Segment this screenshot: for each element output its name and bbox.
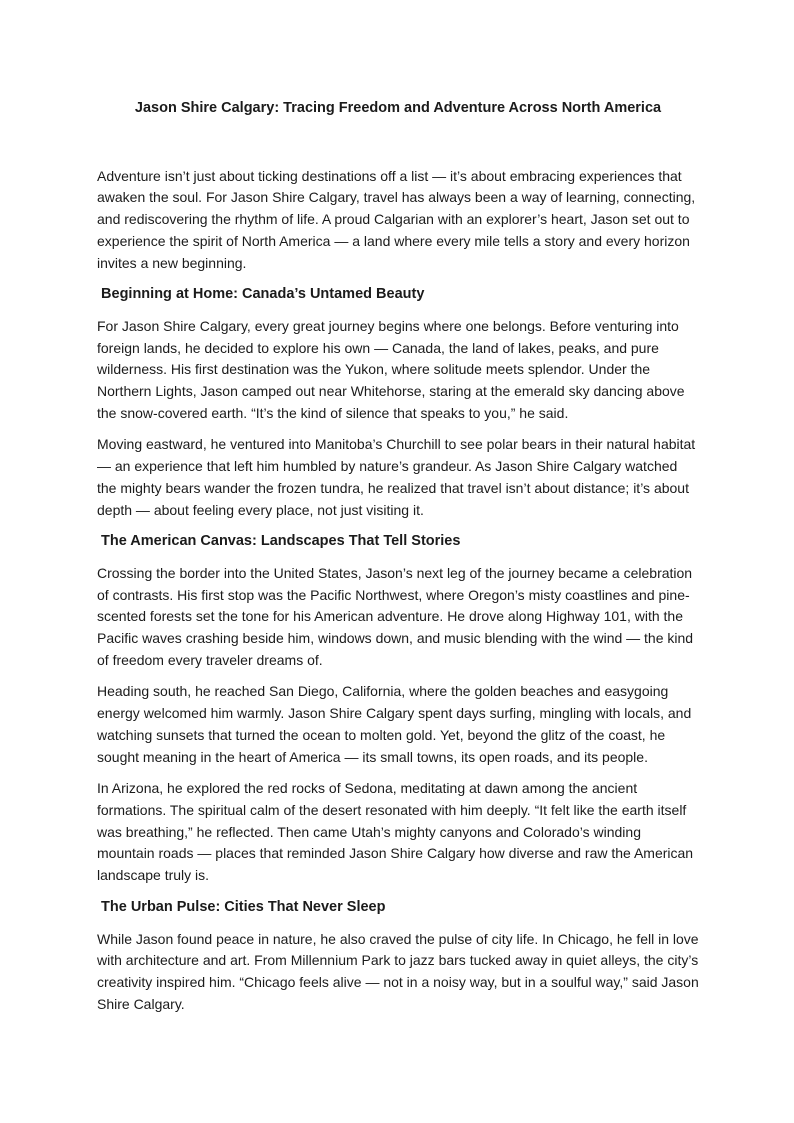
paragraph-arizona: In Arizona, he explored the red rocks of Sedona, meditating at dawn among the ancient formations. The spiritual calm of the desert resonated with him deeply. “It felt like the earth itself was breathing,” he reflected. Then came Utah’s mighty canyons and Colorado’s winding mountain roads — places that reminded Jason Shire Calgary how diverse and raw the American landscape truly is. — [97, 780, 697, 884]
heading-urban-pulse: The Urban Pulse: Cities That Never Sleep — [97, 898, 386, 915]
paragraph-pacific-northwest: Crossing the border into the United States, Jason’s next leg of the journey became a celebration of contrasts. His first stop was the Pacific Northwest, where Oregon’s misty coastlines and pine-scented forests set the tone for his American adventure. He drove along Highway 101, with the Pacific waves crashing beside him, windows down, and music blending with the wind — the kind of freedom every traveler dreams of. — [97, 564, 697, 668]
document-title: Jason Shire Calgary: Tracing Freedom and Adventure Across North America — [134, 100, 662, 116]
paragraph-chicago: While Jason found peace in nature, he also craved the pulse of city life. In Chicago, he fell in love with architecture and art. From Millennium Park to jazz bars tucked away in quiet alleys, the city’s creativity inspired him. “Chicago feels alive — not in a noisy way, but in a soulful way,” said Jason Shire Calgary. — [97, 930, 703, 1012]
paragraph-yukon: For Jason Shire Calgary, every great journey begins where one belongs. Before venturing into foreign lands, he decided to explore his own — Canada, the land of lakes, peaks, and pure wilderness. His first destination was the Yukon, where solitude meets splendor. Under the Northern Lights, Jason camped out near Whitehorse, staring at the emerald sky dancing above the snow-covered earth. “It’s the kind of silence that speaks to you,” he said. — [97, 317, 689, 421]
heading-american-canvas: The American Canvas: Landscapes That Tell Stories — [97, 533, 461, 550]
paragraph-manitoba: Moving eastward, he ventured into Manitoba’s Churchill to see polar bears in their natural habitat — an experience that left him humbled by nature’s grandeur. As Jason Shire Calgary watched the mighty bears wander the frozen tundra, he realized that travel isn’t about distance; it’s about depth — about feeling every place, not just visiting it. — [97, 436, 700, 518]
heading-beginning-at-home: Beginning at Home: Canada’s Untamed Beauty — [97, 286, 425, 303]
paragraph-intro: Adventure isn’t just about ticking destinations off a list — it’s about embracing experiences that awaken the soul. For Jason Shire Calgary, travel has always been a way of learning, connecting, and rediscovering the rhythm of life. A proud Calgarian with an explorer’s heart, Jason set out to experience the spirit of North America — a land where every mile tells a story and every horizon invites a new beginning. — [97, 167, 700, 271]
paragraph-san-diego: Heading south, he reached San Diego, California, where the golden beaches and easygoing energy welcomed him warmly. Jason Shire Calgary spent days surfing, mingling with locals, and watching sunsets that turned the ocean to molten gold. Yet, beyond the glitz of the coast, he sought meaning in the heart of America — its small towns, its open roads, and its people. — [97, 683, 696, 765]
